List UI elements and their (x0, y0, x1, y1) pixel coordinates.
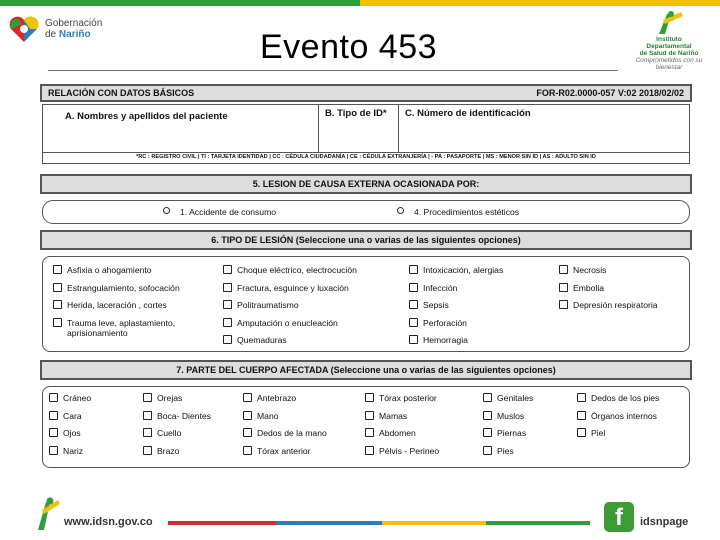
notification-form (40, 80, 692, 472)
checkbox-label: Boca- Dientes (157, 410, 211, 421)
checkbox-label: Herida, laceración , cortes (67, 300, 167, 310)
cause-option-label: 1. Accidente de consumo (180, 207, 277, 217)
checkbox-icon[interactable] (243, 446, 252, 455)
checkbox-label: Dedos de la mano (257, 428, 327, 438)
checkbox-icon[interactable] (559, 283, 568, 292)
checkbox-label: Genitales (497, 393, 534, 403)
checkbox-option[interactable] (53, 283, 180, 293)
checkbox-option[interactable] (577, 428, 605, 438)
checkbox-icon[interactable] (49, 428, 58, 437)
checkbox-icon[interactable] (223, 335, 232, 344)
patient-names-field[interactable] (43, 105, 319, 153)
checkbox-label: Cráneo (63, 393, 92, 403)
checkbox-label: Perforación (423, 317, 467, 328)
radio-icon[interactable] (397, 207, 404, 214)
checkbox-option[interactable] (409, 335, 468, 345)
checkbox-icon[interactable] (483, 446, 492, 455)
checkbox-label: Asfixia o ahogamiento (67, 265, 152, 275)
checkbox-icon[interactable] (53, 300, 62, 309)
idsn-line2: Departamental (646, 43, 692, 50)
checkbox-icon[interactable] (577, 411, 586, 420)
checkbox-label: Mano (257, 410, 279, 421)
checkbox-option[interactable] (577, 411, 657, 421)
checkbox-label: Cara (63, 410, 82, 421)
checkbox-icon[interactable] (483, 428, 492, 437)
page-title: Evento 453 (260, 28, 438, 66)
body-part-box (42, 386, 690, 468)
checkbox-option[interactable] (53, 318, 197, 338)
checkbox-label: Sepsis (423, 300, 449, 310)
id-number-field[interactable] (399, 105, 689, 153)
id-footnote: *RC : REGISTRO CIVIL | TI : TARJETA IDENTIDAD | CC : CÉDULA CIUDADANÍA | CE : CÉDULA EXTRANJERÍA | - PA : PASAPORTE | MS : MENOR SIN ID | AS : ADULTO SIN ID (136, 154, 596, 160)
checkbox-label: Depresión respiratoria (573, 300, 658, 310)
idsn-line3: de Salud de Nariño (639, 50, 699, 57)
form-code: FOR-R02.0000-057 V:02 2018/02/02 (536, 88, 684, 98)
footer-line-blue (276, 521, 382, 525)
checkbox-option[interactable] (223, 265, 357, 275)
checkbox-icon[interactable] (143, 428, 152, 437)
checkbox-label: Estrangulamiento, sofocación (67, 282, 180, 293)
checkbox-icon[interactable] (243, 411, 252, 420)
gob-line2-prefix: de (45, 29, 59, 40)
checkbox-icon[interactable] (49, 446, 58, 455)
checkbox-option[interactable] (409, 318, 467, 328)
section7-header (40, 360, 692, 380)
id-number-label: C. Número de identificación (405, 108, 531, 119)
checkbox-option[interactable] (243, 446, 311, 456)
checkbox-icon[interactable] (409, 318, 418, 327)
section6-title: 6. TIPO DE LESIÓN (Seleccione una o varias de las siguientes opciones) (211, 235, 521, 245)
section6-header (40, 230, 692, 250)
checkbox-option[interactable] (49, 393, 91, 403)
checkbox-label: Tórax anterior (257, 445, 311, 456)
checkbox-option[interactable] (365, 411, 407, 421)
checkbox-option[interactable] (409, 265, 503, 275)
patient-block (42, 104, 690, 164)
checkbox-option[interactable] (223, 335, 287, 345)
checkbox-option[interactable] (483, 411, 524, 421)
checkbox-label: Infección (423, 282, 458, 293)
checkbox-option[interactable] (143, 446, 179, 456)
checkbox-icon[interactable] (53, 283, 62, 292)
checkbox-label: Hemorragia (423, 335, 468, 345)
idsn-slogan: Comprometidos con su bienestar (635, 57, 703, 71)
checkbox-label: Piel (591, 428, 606, 438)
checkbox-option[interactable] (143, 428, 181, 438)
checkbox-option[interactable] (559, 265, 606, 275)
form-header (40, 84, 692, 102)
checkbox-icon[interactable] (409, 283, 418, 292)
gob-line2-name: Nariño (58, 29, 91, 40)
checkbox-option[interactable] (53, 300, 167, 310)
idsn-line1: Instituto (656, 36, 682, 43)
checkbox-label: Embolia (573, 282, 605, 293)
checkbox-label: Trauma leve, aplastamiento, aprisionamiento (67, 317, 176, 338)
checkbox-icon[interactable] (223, 318, 232, 327)
checkbox-label: Orejas (157, 393, 183, 403)
checkbox-option[interactable] (243, 393, 296, 403)
checkbox-label: Fractura, esguince y luxación (237, 282, 349, 293)
checkbox-option[interactable] (223, 318, 338, 328)
checkbox-icon[interactable] (243, 393, 252, 402)
checkbox-option[interactable] (143, 411, 211, 421)
checkbox-option[interactable] (243, 428, 327, 438)
footer-line-green (486, 521, 590, 525)
checkbox-icon[interactable] (365, 393, 374, 402)
checkbox-label: Brazo (157, 445, 180, 456)
checkbox-label: Ojos (63, 428, 81, 438)
checkbox-option[interactable] (243, 411, 279, 421)
section7-title: 7. PARTE DEL CUERPO AFECTADA (Seleccione una o varias de las siguientes opciones) (176, 365, 556, 375)
id-type-label: B. Tipo de ID* (325, 108, 387, 119)
checkbox-icon[interactable] (143, 393, 152, 402)
checkbox-icon[interactable] (53, 265, 62, 274)
gobernacion-logo (8, 14, 102, 44)
checkbox-label: Mamas (379, 410, 408, 421)
checkbox-option[interactable] (365, 393, 437, 403)
checkbox-label: Quemaduras (237, 335, 287, 345)
checkbox-option[interactable] (49, 411, 82, 421)
checkbox-icon[interactable] (409, 265, 418, 274)
checkbox-label: Pies (497, 445, 514, 456)
checkbox-label: Choque eléctrico, electrocución (237, 265, 357, 275)
checkbox-option[interactable] (559, 300, 658, 310)
checkbox-label: Muslos (497, 410, 525, 421)
cause-box (42, 200, 690, 224)
checkbox-option[interactable] (49, 428, 81, 438)
checkbox-icon[interactable] (223, 283, 232, 292)
idsn-figure-icon (32, 496, 62, 532)
form-section-title: RELACIÓN CON DATOS BÁSICOS (48, 88, 195, 98)
checkbox-icon[interactable] (49, 411, 58, 420)
checkbox-option[interactable] (365, 428, 416, 438)
checkbox-icon[interactable] (49, 393, 58, 402)
checkbox-icon[interactable] (143, 446, 152, 455)
checkbox-label: Tórax posterior (379, 393, 437, 403)
gob-line1: Gobernación (45, 18, 103, 29)
footer-line-red (168, 521, 276, 525)
checkbox-icon[interactable] (577, 393, 586, 402)
checkbox-option[interactable] (365, 446, 439, 456)
patient-names-label: A. Nombres y apellidos del paciente (65, 111, 228, 122)
checkbox-icon[interactable] (365, 446, 374, 455)
checkbox-icon[interactable] (223, 265, 232, 274)
checkbox-label: Pélvis - Perineo (379, 445, 440, 456)
idsn-figure-icon (649, 10, 689, 36)
checkbox-icon[interactable] (483, 411, 492, 420)
id-type-field[interactable] (319, 105, 399, 153)
checkbox-label: Nariz (63, 445, 84, 456)
checkbox-option[interactable] (559, 283, 604, 293)
checkbox-icon[interactable] (577, 428, 586, 437)
lesion-box (42, 256, 690, 352)
checkbox-label: Necrosis (573, 265, 607, 275)
checkbox-option[interactable] (483, 393, 533, 403)
checkbox-icon[interactable] (223, 300, 232, 309)
checkbox-icon[interactable] (243, 428, 252, 437)
checkbox-icon[interactable] (143, 411, 152, 420)
checkbox-label: Órganos internos (591, 410, 657, 421)
checkbox-label: Intoxicación, alergias (423, 265, 504, 275)
checkbox-label: Piernas (497, 428, 527, 438)
checkbox-icon[interactable] (365, 411, 374, 420)
checkbox-option[interactable] (483, 428, 526, 438)
checkbox-label: Abdomen (379, 428, 416, 438)
checkbox-label: Cuello (157, 428, 182, 438)
checkbox-option[interactable] (409, 300, 449, 310)
checkbox-option[interactable] (409, 283, 457, 293)
heart-icon (8, 14, 40, 44)
cause-option-4[interactable] (397, 207, 519, 217)
cause-option-label: 4. Procedimientos estéticos (414, 207, 520, 217)
checkbox-option[interactable] (143, 393, 182, 403)
checkbox-label: Amputación o enucleación (237, 317, 338, 328)
checkbox-icon[interactable] (559, 300, 568, 309)
checkbox-icon[interactable] (409, 335, 418, 344)
radio-icon[interactable] (163, 207, 170, 214)
footer-logo (32, 496, 62, 537)
title-divider (48, 70, 618, 71)
checkbox-icon[interactable] (365, 428, 374, 437)
top-accent-yellow (360, 0, 720, 6)
checkbox-option[interactable] (223, 283, 349, 293)
cause-option-1[interactable] (163, 207, 276, 217)
facebook-icon[interactable]: f (604, 502, 634, 532)
checkbox-option[interactable] (49, 446, 83, 456)
footer-url[interactable]: www.idsn.gov.co (64, 516, 153, 528)
footer-line-yellow (382, 521, 486, 525)
checkbox-option[interactable] (577, 393, 659, 403)
checkbox-label: Dedos de los pies (591, 393, 660, 403)
top-accent-green (0, 0, 360, 6)
checkbox-icon[interactable] (409, 300, 418, 309)
section5-header (40, 174, 692, 194)
section5-title: 5. LESION DE CAUSA EXTERNA OCASIONADA POR: (252, 179, 480, 189)
checkbox-icon[interactable] (53, 318, 62, 327)
checkbox-option[interactable] (53, 265, 152, 275)
checkbox-icon[interactable] (559, 265, 568, 274)
checkbox-label: Politraumatismo (237, 300, 299, 310)
checkbox-option[interactable] (223, 300, 299, 310)
checkbox-icon[interactable] (483, 393, 492, 402)
idsn-logo (624, 10, 714, 71)
social-handle[interactable]: idsnpage (640, 516, 689, 528)
checkbox-option[interactable] (483, 446, 514, 456)
checkbox-label: Antebrazo (257, 393, 297, 403)
